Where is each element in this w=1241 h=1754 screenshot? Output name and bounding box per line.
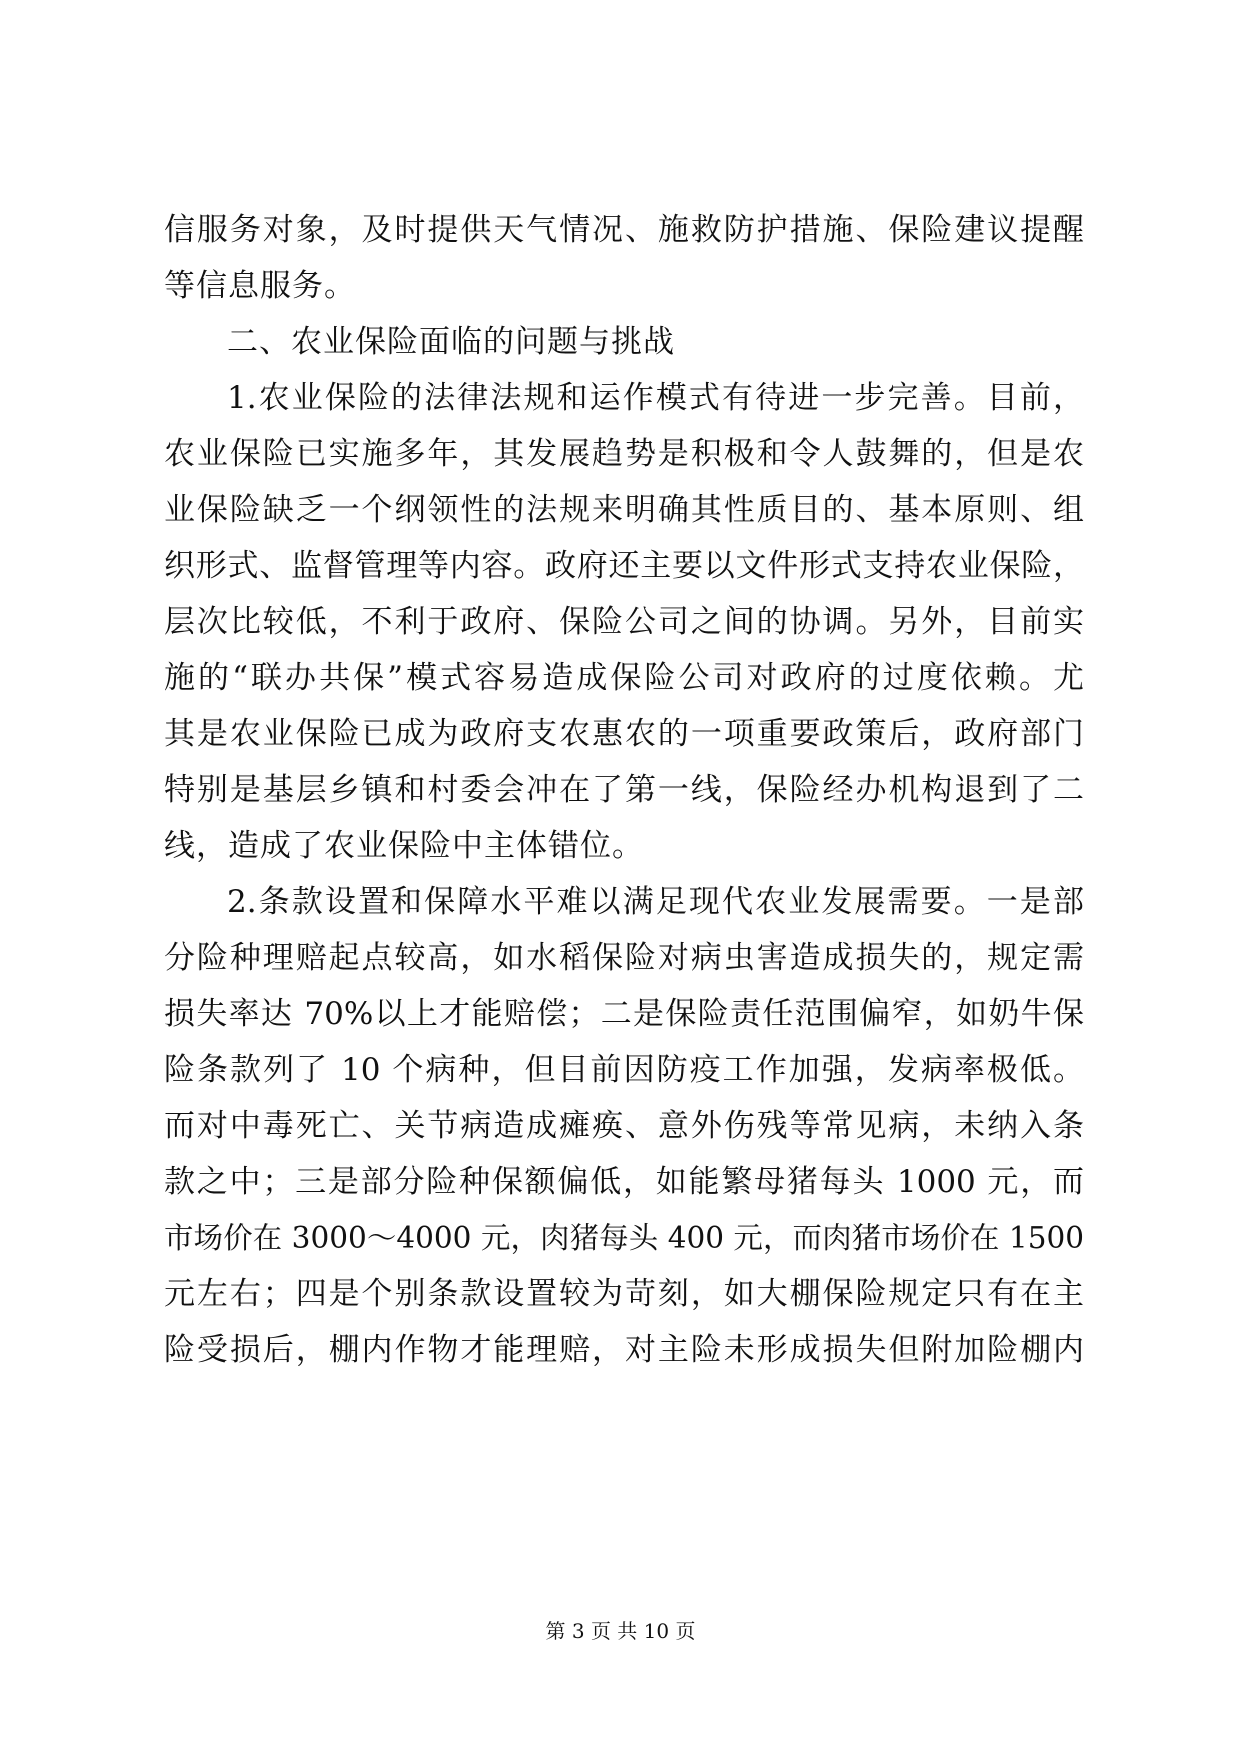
text-line: 市场价在 3000～4000 元，肉猪每头 400 元，而肉猪市场价在 1500 (164, 1221, 1084, 1255)
text-line: 线，造成了农业保险中主体错位。 (164, 828, 644, 864)
text-line: 1.农业保险的法律法规和运作模式有待进一步完善。目前， (227, 380, 1084, 416)
text-line: 款之中；三是部分险种保额偏低，如能繁母猪每头 1000 元，而 (164, 1164, 1084, 1200)
text-line: 险条款列了 10 个病种，但目前因防疫工作加强，发病率极低。 (164, 1052, 1084, 1088)
text-line: 等信息服务。 (164, 268, 356, 304)
text-line: 特别是基层乡镇和村委会冲在了第一线，保险经办机构退到了二 (164, 772, 1084, 808)
text-line: 其是农业保险已成为政府支农惠农的一项重要政策后，政府部门 (164, 716, 1084, 752)
text-line: 2.条款设置和保障水平难以满足现代农业发展需要。一是部 (227, 884, 1084, 920)
text-line: 织形式、监督管理等内容。政府还主要以文件形式支持农业保险， (164, 548, 1084, 584)
section-heading: 二、农业保险面临的问题与挑战 (227, 324, 675, 360)
text-line: 层次比较低，不利于政府、保险公司之间的协调。另外，目前实 (164, 604, 1084, 640)
text-line: 损失率达 70%以上才能赔偿；二是保险责任范围偏窄，如奶牛保 (164, 996, 1084, 1032)
text-line: 而对中毒死亡、关节病造成瘫痪、意外伤残等常见病，未纳入条 (164, 1108, 1084, 1144)
text-line: 业保险缺乏一个纲领性的法规来明确其性质目的、基本原则、组 (164, 492, 1084, 528)
text-line: 分险种理赔起点较高，如水稻保险对病虫害造成损失的，规定需 (164, 940, 1084, 976)
text-line: 施的“联办共保”模式容易造成保险公司对政府的过度依赖。尤 (164, 660, 1084, 696)
page-number-footer: 第 3 页 共 10 页 (545, 1619, 696, 1643)
text-line: 险受损后，棚内作物才能理赔，对主险未形成损失但附加险棚内 (164, 1332, 1084, 1368)
text-line: 信服务对象，及时提供天气情况、施救防护措施、保险建议提醒 (164, 212, 1084, 248)
text-line: 元左右；四是个别条款设置较为苛刻，如大棚保险规定只有在主 (164, 1276, 1084, 1312)
text-line: 农业保险已实施多年，其发展趋势是积极和令人鼓舞的，但是农 (164, 436, 1084, 472)
